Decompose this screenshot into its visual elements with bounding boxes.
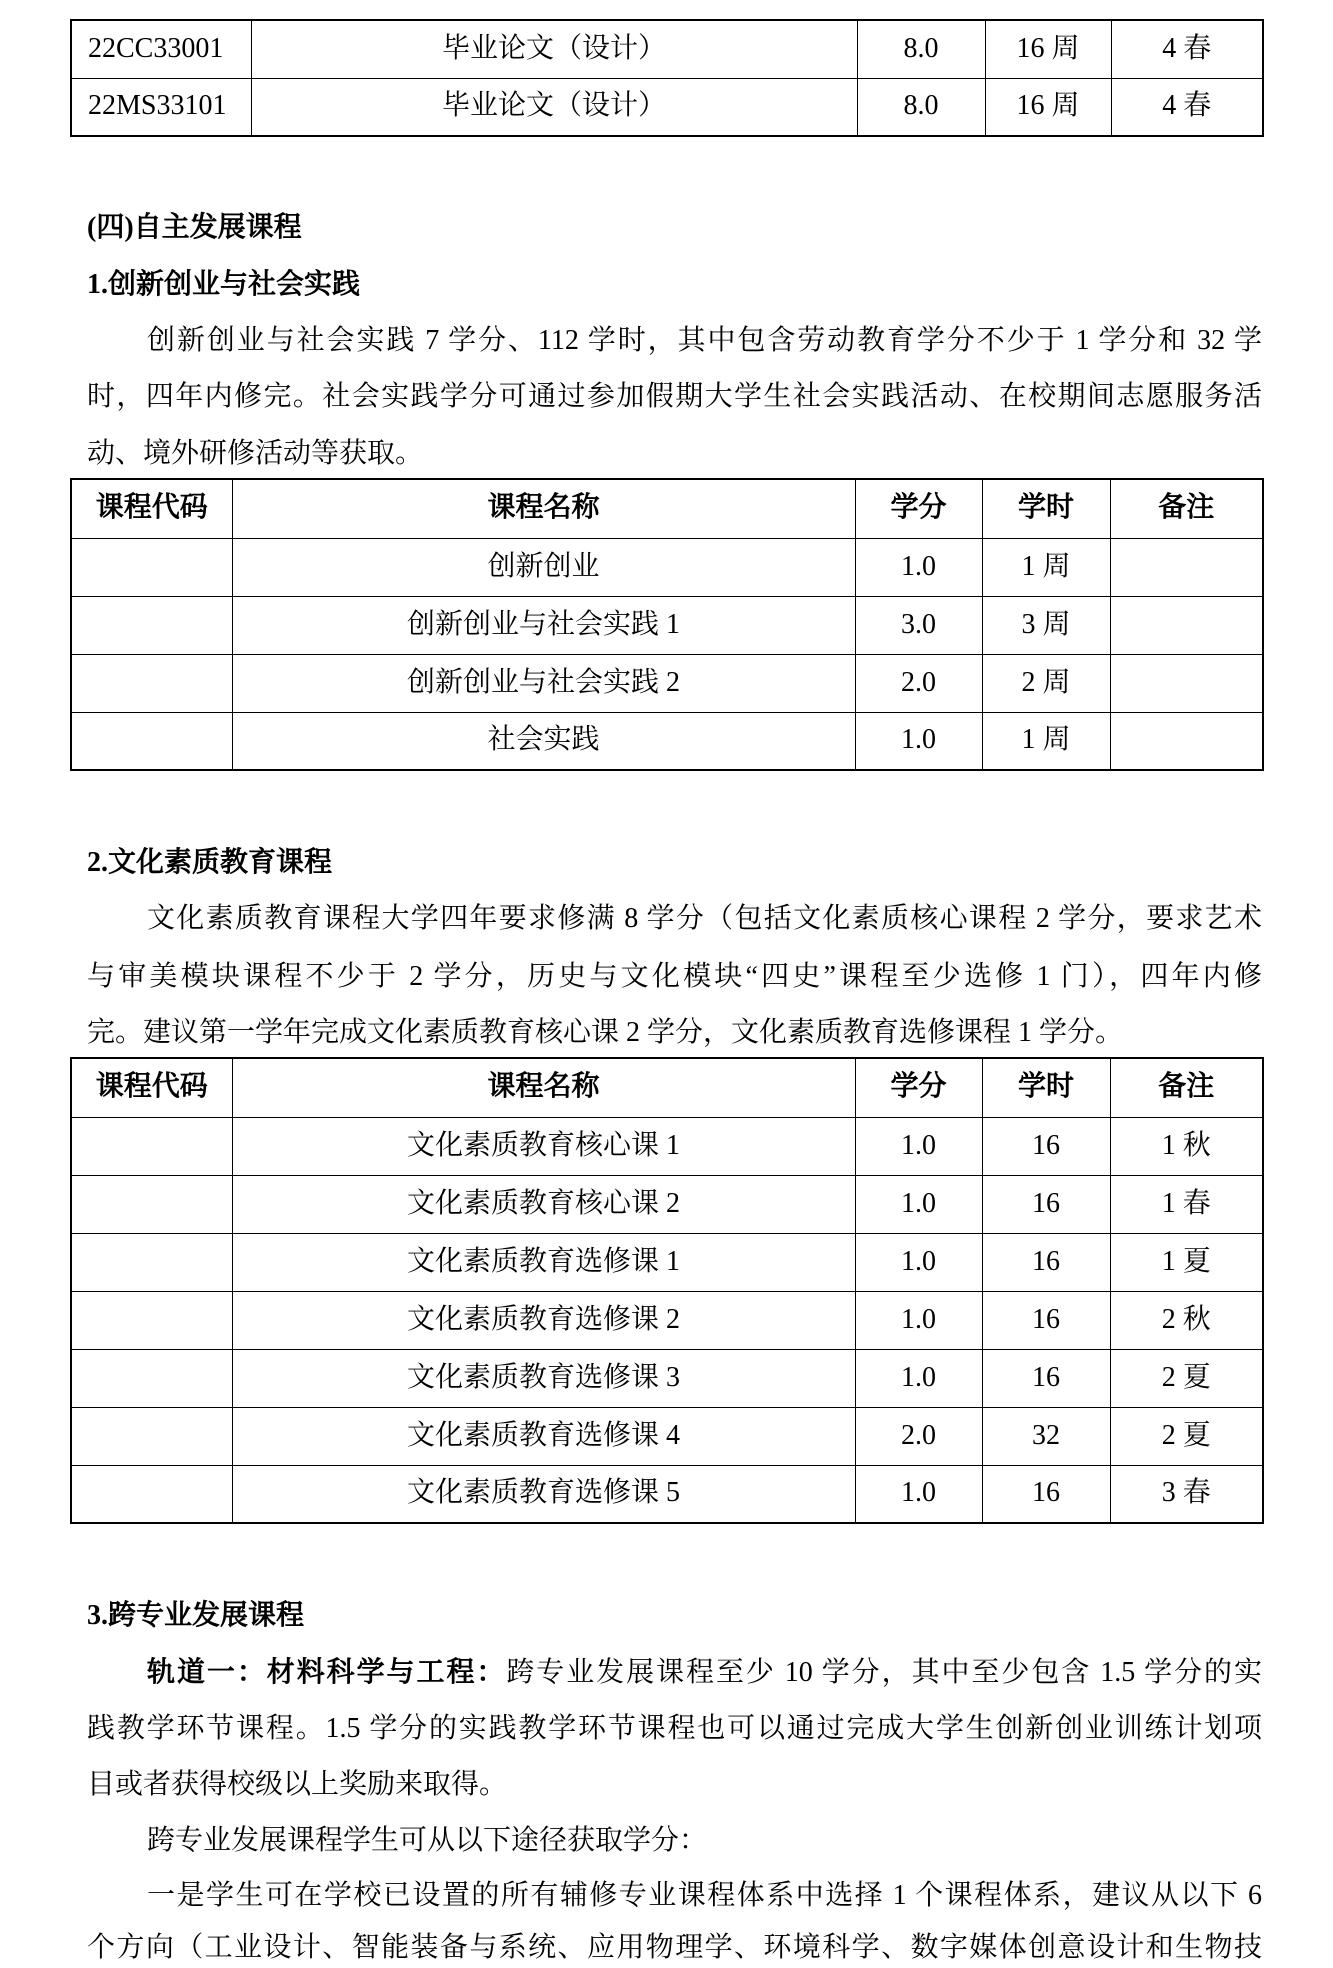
table-row [71, 712, 1263, 770]
cell-note: 1 春 [1110, 1175, 1263, 1233]
cell-name: 文化素质教育选修课 1 [232, 1233, 855, 1291]
cell-name: 文化素质教育选修课 3 [232, 1349, 855, 1407]
paragraph-line: 与审美模块课程不少于 2 学分，历史与文化模块“四史”课程至少选修 1 门），四年内修 [87, 961, 1262, 992]
cell-credits: 1.0 [855, 712, 982, 770]
table-row [71, 1407, 1263, 1465]
track-label: 轨道一：材料科学与工程： [147, 1657, 507, 1688]
table-row [71, 1349, 1263, 1407]
header-cell-note: 备注 [1110, 479, 1263, 538]
cell-note [1110, 596, 1263, 654]
table-row [71, 1291, 1263, 1349]
section-title: (四)自主发展课程 [87, 212, 302, 243]
cell-credits: 1.0 [855, 1117, 982, 1175]
cell-code [71, 712, 232, 770]
cell-name: 毕业论文（设计） [251, 20, 857, 78]
cell-note: 1 夏 [1110, 1233, 1263, 1291]
cell-name: 文化素质教育核心课 1 [232, 1117, 855, 1175]
cell-note: 4 春 [1111, 78, 1263, 136]
paragraph-line: 时，四年内修完。社会实践学分可通过参加假期大学生社会实践活动、在校期间志愿服务活 [87, 381, 1262, 412]
cell-hours: 16 周 [985, 20, 1111, 78]
subsection-title-innovation: 1.创新创业与社会实践 [87, 269, 361, 300]
table-row [71, 1465, 1263, 1523]
cell-credits: 1.0 [855, 1291, 982, 1349]
cell-note: 1 秋 [1110, 1117, 1263, 1175]
cell-hours: 2 周 [982, 654, 1110, 712]
cell-hours: 16 [982, 1175, 1110, 1233]
innovation-course-table [70, 478, 1264, 771]
cell-hours: 16 [982, 1233, 1110, 1291]
cell-credits: 2.0 [855, 654, 982, 712]
cell-code [71, 1407, 232, 1465]
cell-note: 2 夏 [1110, 1349, 1263, 1407]
paragraph-line: 目或者获得校级以上奖励来取得。 [87, 1769, 508, 1800]
cell-name: 文化素质教育选修课 2 [232, 1291, 855, 1349]
cell-note: 2 秋 [1110, 1291, 1263, 1349]
cell-code [71, 1291, 232, 1349]
paragraph-line: 文化素质教育课程大学四年要求修满 8 学分（包括文化素质核心课程 2 学分，要求艺术 [147, 903, 1262, 934]
cell-code: 22CC33001 [71, 20, 251, 78]
cell-note [1110, 712, 1263, 770]
cell-hours: 16 [982, 1291, 1110, 1349]
cell-credits: 1.0 [855, 538, 982, 596]
table-row [71, 1175, 1263, 1233]
paragraph-line: 动、境外研修活动等获取。 [87, 438, 424, 469]
table-row [71, 654, 1263, 712]
cell-hours: 16 周 [985, 78, 1111, 136]
paragraph-line: 践教学环节课程。1.5 学分的实践教学环节课程也可以通过完成大学生创新创业训练计划项 [87, 1713, 1262, 1744]
paragraph-line: 创新创业与社会实践 7 学分、112 学时，其中包含劳动教育学分不少于 1 学分和 32 学 [147, 325, 1262, 356]
cell-hours: 1 周 [982, 538, 1110, 596]
cell-code: 22MS33101 [71, 78, 251, 136]
cell-hours: 32 [982, 1407, 1110, 1465]
cell-note [1110, 538, 1263, 596]
cell-hours: 3 周 [982, 596, 1110, 654]
cell-credits: 1.0 [855, 1349, 982, 1407]
paragraph-line [147, 1653, 1262, 1693]
subsection-title-culture: 2.文化素质教育课程 [87, 847, 333, 878]
header-cell-hours: 学时 [982, 1058, 1110, 1117]
cell-credits: 1.0 [855, 1465, 982, 1523]
table-row [71, 596, 1263, 654]
cell-name: 文化素质教育选修课 5 [232, 1465, 855, 1523]
cell-note: 4 春 [1111, 20, 1263, 78]
subsection-title-cross-major: 3.跨专业发展课程 [87, 1600, 305, 1631]
table-row [71, 20, 1263, 78]
cell-hours: 16 [982, 1349, 1110, 1407]
header-cell-code: 课程代码 [71, 479, 232, 538]
paragraph-line: 跨专业发展课程学生可从以下途径获取学分： [147, 1825, 708, 1856]
cell-name: 创新创业与社会实践 2 [232, 654, 855, 712]
table-row [71, 1117, 1263, 1175]
cell-name: 创新创业 [232, 538, 855, 596]
cell-credits: 8.0 [857, 20, 985, 78]
cell-code [71, 1175, 232, 1233]
thesis-course-table [70, 19, 1264, 137]
cell-name: 文化素质教育核心课 2 [232, 1175, 855, 1233]
cell-code [71, 1233, 232, 1291]
paragraph-line: 完。建议第一学年完成文化素质教育核心课 2 学分，文化素质教育选修课程 1 学分。 [87, 1017, 1124, 1048]
cell-code [71, 1349, 232, 1407]
cell-name: 毕业论文（设计） [251, 78, 857, 136]
header-cell-code: 课程代码 [71, 1058, 232, 1117]
cell-code [71, 1465, 232, 1523]
header-cell-note: 备注 [1110, 1058, 1263, 1117]
cell-code [71, 654, 232, 712]
cell-code [71, 1117, 232, 1175]
cell-credits: 1.0 [855, 1175, 982, 1233]
paragraph-line: 一是学生可在学校已设置的所有辅修专业课程体系中选择 1 个课程体系，建议从以下 6 [147, 1880, 1262, 1911]
cell-note: 2 夏 [1110, 1407, 1263, 1465]
header-cell-credits: 学分 [855, 1058, 982, 1117]
table-row [71, 78, 1263, 136]
cell-hours: 16 [982, 1465, 1110, 1523]
cell-credits: 8.0 [857, 78, 985, 136]
cell-hours: 16 [982, 1117, 1110, 1175]
header-cell-name: 课程名称 [232, 479, 855, 538]
cell-credits: 2.0 [855, 1407, 982, 1465]
cell-credits: 1.0 [855, 1233, 982, 1291]
cell-code [71, 596, 232, 654]
paragraph-line: 个方向（工业设计、智能装备与系统、应用物理学、环境科学、数字媒体创意设计和生物技 [87, 1932, 1262, 1963]
cell-note: 3 春 [1110, 1465, 1263, 1523]
cell-credits: 3.0 [855, 596, 982, 654]
header-cell-credits: 学分 [855, 479, 982, 538]
table-header-row [71, 1058, 1263, 1117]
table-header-row [71, 479, 1263, 538]
cell-code [71, 538, 232, 596]
cell-name: 创新创业与社会实践 1 [232, 596, 855, 654]
cell-name: 社会实践 [232, 712, 855, 770]
cell-note [1110, 654, 1263, 712]
cell-hours: 1 周 [982, 712, 1110, 770]
header-cell-name: 课程名称 [232, 1058, 855, 1117]
table-row [71, 1233, 1263, 1291]
cell-name: 文化素质教育选修课 4 [232, 1407, 855, 1465]
culture-course-table [70, 1057, 1264, 1524]
table-row [71, 538, 1263, 596]
paragraph-text: 跨专业发展课程至少 10 学分，其中至少包含 1.5 学分的实 [506, 1657, 1262, 1688]
header-cell-hours: 学时 [982, 479, 1110, 538]
